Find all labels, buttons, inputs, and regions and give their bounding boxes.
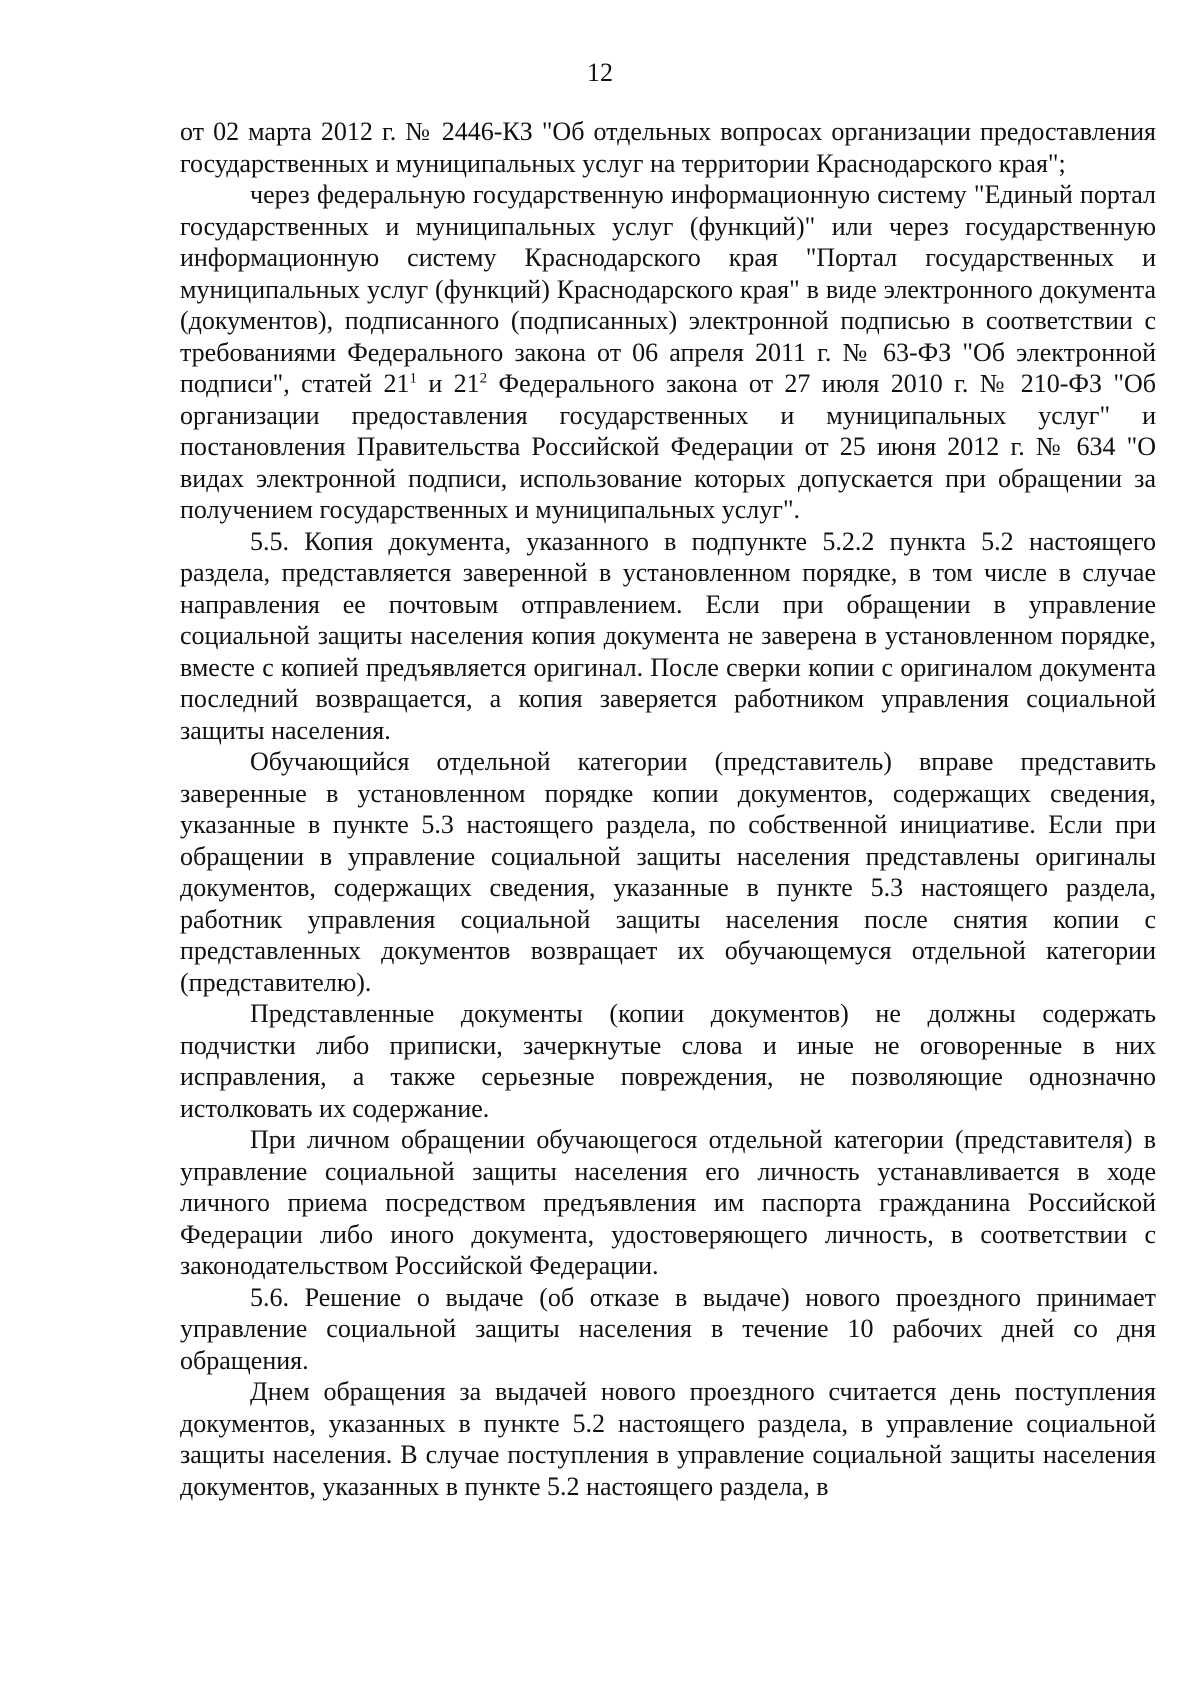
paragraph-application-day: Днем обращения за выдачей нового проездного считается день поступления документов, указанных в пункте 5.2 настоящего раздела, в управление социальной защиты населения. В случае поступления в управление социальной защиты населения документов, указанных в пункте 5.2 настоящего раздела, в bbox=[180, 1377, 1156, 1501]
page-number: 12 bbox=[587, 58, 613, 87]
superscript-2: 2 bbox=[479, 370, 488, 387]
paragraph-electronic-portal bbox=[180, 179, 1156, 526]
paragraph-student-copies: Обучающийся отдельной категории (представитель) вправе представить заверенные в установленном порядке копии документов, содержащих сведения, указанные в пункте 5.3 настоящего раздела, по собственной инициативе. Если при обращении в управление социальной защиты населения представлены оригиналы документов, содержащих сведения, указанные в пункте 5.3 настоящего раздела, работник управления социальной защиты населения после снятия копии с представленных документов возвращает их обучающемуся отдельной категории (представителю). bbox=[180, 747, 1156, 997]
paragraph-law-reference: от 02 марта 2012 г. № 2446-КЗ "Об отдельных вопросах организации предоставления государственных и муниципальных услуг на территории Краснодарского края"; bbox=[180, 117, 1156, 178]
paragraph-5-5: 5.5. Копия документа, указанного в подпункте 5.2.2 пункта 5.2 настоящего раздела, представляется заверенной в установленном порядке, в том числе в случае направления ее почтовым отправлением. Если при обращении в управление социальной защиты населения копия документа не заверена в установленном порядке, вместе с копией предъявляется оригинал. После сверки копии с оригиналом документа последний возвращается, а копия заверяется работником управления социальной защиты населения. bbox=[180, 526, 1156, 745]
paragraph-text-start: через федеральную государственную информационную систему "Единый портал государственных и муниципальных услуг (функций)" или через государственную информационную систему Краснодарского края "Портал государственных и муниципальных услуг (функций) Краснодарского края" в виде электронного документа (документов), подписанного (подписанных) электронной подписью в соответствии с требованиями Федерального закона от 06 апреля 2011 г. № 63-ФЗ "Об электронной подписи", статей 21 bbox=[180, 180, 1156, 398]
paragraph-document-requirements: Представленные документы (копии документов) не должны содержать подчистки либо приписки, зачеркнутые слова и иные не оговоренные в них исправления, а также серьезные повреждения, не позволяющие однозначно истолковать их содержание. bbox=[180, 999, 1156, 1123]
paragraph-text-tail: Федерального закона от 27 июля 2010 г. № 210-ФЗ "Об организации предоставления государственных и муниципальных услуг" и постановления Правительства Российской Федерации от 25 июня 2012 г. № 634 "О видах электронной подписи, использование которых допускается при обращении за получением государственных и муниципальных услуг". bbox=[180, 369, 1157, 524]
paragraph-text-mid: и 21 bbox=[416, 369, 480, 398]
paragraph-identity-check: При личном обращении обучающегося отдельной категории (представителя) в управление социальной защиты населения его личность устанавливается в ходе личного приема посредством предъявления им паспорта гражданина Российской Федерации либо иного документа, удостоверяющего личность, в соответствии с законодательством Российской Федерации. bbox=[180, 1125, 1156, 1280]
paragraph-5-6: 5.6. Решение о выдаче (об отказе в выдаче) нового проездного принимает управление социальной защиты населения в течение 10 рабочих дней со дня обращения. bbox=[180, 1282, 1156, 1375]
document-body bbox=[180, 116, 1156, 1502]
superscript-1: 1 bbox=[409, 370, 417, 387]
